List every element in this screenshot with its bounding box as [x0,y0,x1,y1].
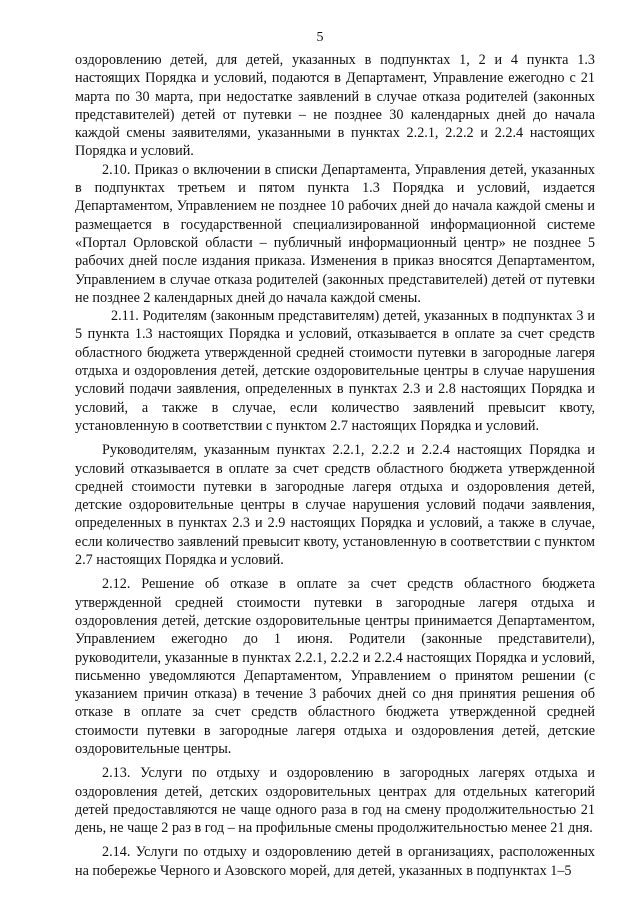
paragraph-2-12: 2.12. Решение об отказе в оплате за счет средств областного бюджета утвержденной средней стоимости путевки в загородные лагеря отдыха и оздоровления детей, детские оздоровительные центры принимается Департаментом, Управлением ежегодно до 1 июня. Родители (законные представители), руководители, указанные в пунктах 2.2.1, 2.2.2 и 2.2.4 настоящих Порядка и условий, письменно уведомляются Департаментом, Управлением о принятом решении (с указанием причин отказа) в течение 3 рабочих дней со дня принятия решения об отказе в оплате за счет средств областного бюджета утвержденной средней стоимости путевки в загородные лагеря отдыха и оздоровления детей, детские оздоровительные центры. [75,576,595,757]
document-body [75,51,595,880]
paragraph-2-13: 2.13. Услуги по отдыху и оздоровлению в загородных лагерях отдыха и оздоровления детей, детских оздоровительных центрах для отдельных категорий детей предоставляются не чаще одного раза в год на смену продолжительностью 21 день, не чаще 2 раз в год – на профильные смены продолжительностью менее 21 дня. [75,765,595,837]
paragraph-2-11-heads: Руководителям, указанным пунктах 2.2.1, 2.2.2 и 2.2.4 настоящих Порядка и условий отказывается в оплате за счет средств областного бюджета утвержденной средней стоимости путевки в загородные лагеря отдыха и оздоровления детей, детские оздоровительные центры в случае нарушения условий подачи заявления, определенных в пунктах 2.3 и 2.9 настоящих Порядка и условий, а также в случае, если количество заявлений превысит квоту, установленную в соответствии с пунктом 2.7 настоящих Порядка и условий. [75,442,595,569]
paragraph-2-10: 2.10. Приказ о включении в списки Департамента, Управления детей, указанных в подпунктах третьем и пятом пункта 1.3 Порядка и условий, издается Департаментом, Управлением не позднее 10 рабочих дней до начала каждой смены и размещается в государственной специализированной информационной системе «Портал Орловской области – публичный информационный центр» не позднее 5 рабочих дней после издания приказа. Изменения в приказ вносятся Департаментом, Управлением в случае отказа родителей (законных представителей) детей от путевки не позднее 2 календарных дней до начала каждой смены. [75,161,595,306]
paragraph-2-14: 2.14. Услуги по отдыху и оздоровлению детей в организациях, расположенных на побережье Черного и Азовского морей, для детей, указанных в подпунктах 1–5 [75,844,595,879]
page-number: 5 [316,30,324,45]
paragraph-2-11: 2.11. Родителям (законным представителям) детей, указанных в подпунктах 3 и 5 пункта 1.3 настоящих Порядка и условий, отказывается в оплате за счет средств областного бюджета утвержденной средней стоимости путевки в загородные лагеря отдыха и оздоровления детей, детские оздоровительные центры в случае нарушения условий подачи заявления, определенных в пунктах 2.3 и 2.8 настоящих Порядка и условий, а также в случае, если количество заявлений превысит квоту, установленную в соответствии с пунктом 2.7 настоящих Порядка и условий. [75,308,595,434]
paragraph-continuation: оздоровлению детей, для детей, указанных в подпунктах 1, 2 и 4 пункта 1.3 настоящих Порядка и условий, подаются в Департамент, Управление ежегодно с 21 марта по 30 марта, при недостатке заявлений в случае отказа родителей (законных представителей) детей от путевки – не позднее 30 календарных дней до начала каждой смены заявителями, указанными в пунктах 2.2.1, 2.2.2 и 2.2.4 настоящих Порядка и условий. [75,52,595,160]
